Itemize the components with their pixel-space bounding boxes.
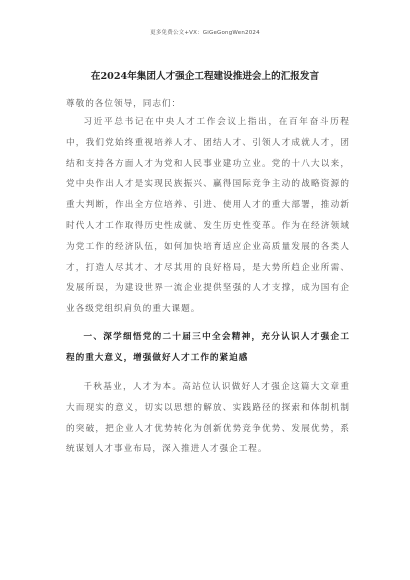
section-heading-1: 一、深学细悟党的二十届三中全会精神，充分认识人才强企工程的重大意义，增强做好人才工作的紧迫感	[66, 332, 350, 363]
salutation: 尊敬的各位领导，同志们：	[66, 99, 182, 109]
body-paragraph-1: 习近平总书记在中央人才工作会议上指出，在百年奋斗历程中，我们党始终重视培养人才、团结人才、引领人才成就人才，团结和支持各方面人才为党和人民事业建功立业。党的十八大以来，党中央作出人才是实现民族振兴、赢得国际竞争主动的战略资源的重大判断，作出全方位培养、引进、使用人才的重大部署，推动新时代人才工作取得历史性成就、发生历史性变革。作为在经济领域为党工作的经济队伍，如何加快培育适应企业高质量发展的各类人才，打造人尽其才、才尽其用的良好格局，是大势所趋企业所需、发展所误，为建设世界一流企业提供坚强的人才支撑，成为国有企业各级党组织肩负的重大课题。	[66, 117, 350, 315]
body-paragraph-2: 千秋基业，人才为本。高站位认识做好人才强企这篇大文章重大而现实的意义，切实以思想的解放、实践路径的探索和体制机制的突破，把企业人才优势转化为创新优势竞争优势、发展优势，系统谋划人才事业布局，深入推进人才强企工程。	[66, 382, 350, 455]
header-note: 更多免费公文+VX：GiGeGongWen2024	[150, 30, 260, 36]
document-title: 在2024年集团人才强企工程建设推进会上的汇报发言	[90, 71, 320, 82]
